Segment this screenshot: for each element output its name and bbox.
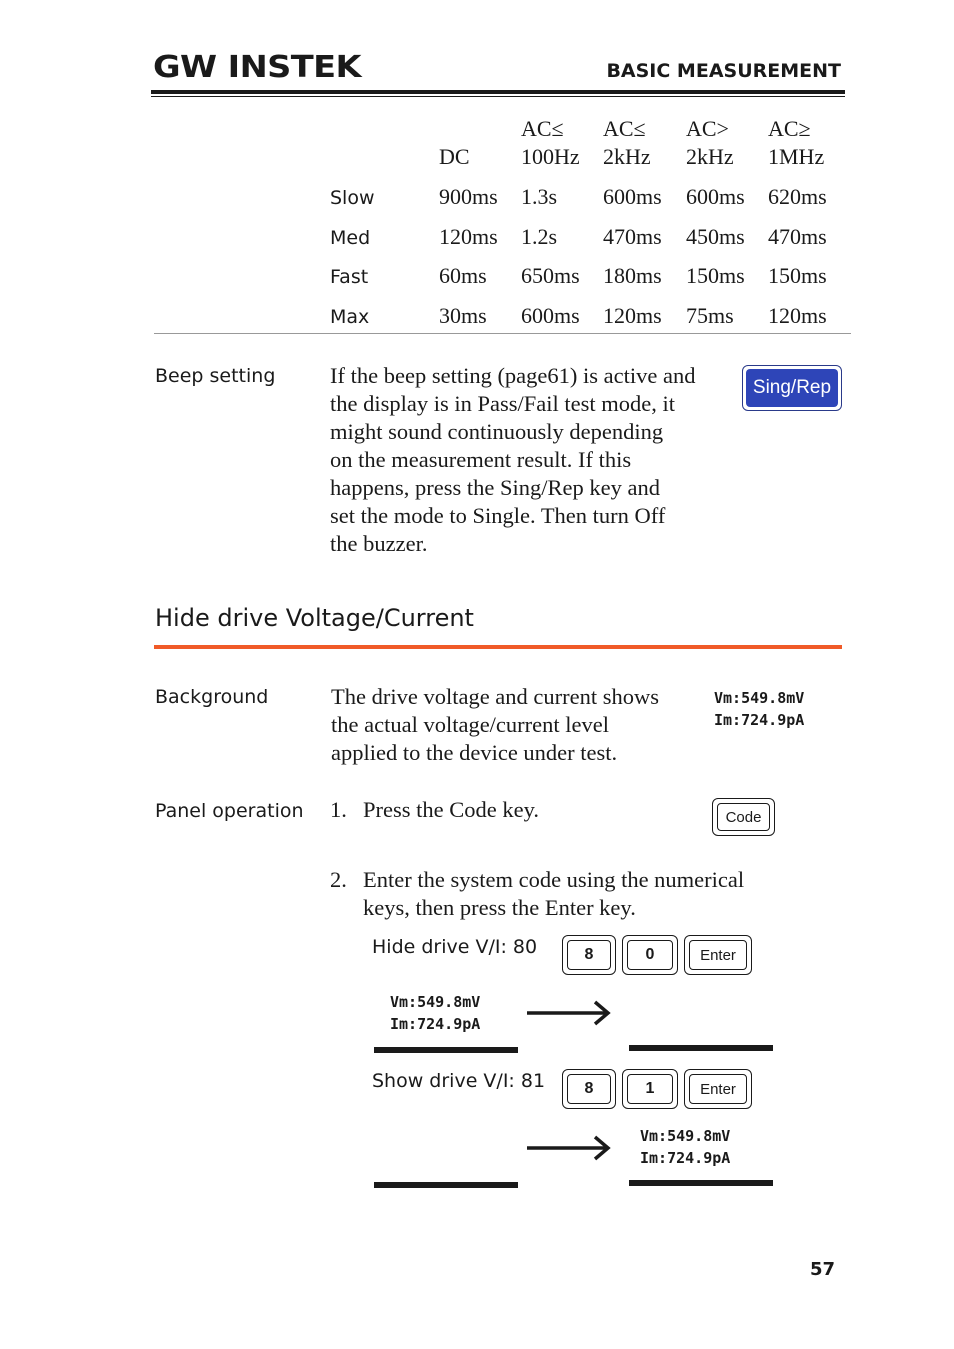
col-header-line1: AC>	[686, 116, 729, 141]
key-label: 8	[567, 1074, 611, 1104]
text-line: the buzzer.	[330, 531, 428, 556]
table-cell: 120ms	[439, 224, 498, 249]
table-cell: 120ms	[768, 303, 827, 328]
hide-drive-label: Hide drive V/I: 80	[372, 936, 538, 958]
text-line: The drive voltage and current shows	[331, 684, 660, 709]
key-label: 1	[627, 1074, 673, 1104]
col-header-line1: AC≤	[521, 116, 564, 141]
table-cell: 60ms	[439, 263, 487, 288]
display-im: Im:724.9pA	[714, 711, 805, 729]
key-label: 0	[627, 940, 673, 970]
table-cell: 600ms	[603, 184, 662, 209]
text-line: set the mode to Single. Then turn Off	[330, 503, 666, 528]
arrow-right-icon	[527, 1135, 611, 1161]
key-8	[562, 1069, 616, 1109]
table-cell: 1.3s	[521, 184, 558, 209]
header-rule	[151, 90, 845, 94]
step1-text: Press the Code key.	[363, 797, 540, 822]
header-rule-thin	[151, 96, 845, 97]
sing-rep-key	[742, 365, 842, 411]
row-label: Max	[330, 306, 370, 328]
display-before-hide	[390, 991, 480, 1035]
display-im: Im:724.9pA	[390, 1015, 481, 1033]
table-cell: 470ms	[603, 224, 662, 249]
key-8	[562, 935, 616, 975]
gw-instek-logo: GW INSTEK	[153, 50, 362, 85]
key-label: Enter	[689, 1074, 747, 1104]
display-readout	[714, 687, 804, 731]
key-1	[622, 1069, 678, 1109]
text-line: the display is in Pass/Fail test mode, it	[330, 391, 675, 416]
beep-setting-text	[330, 362, 740, 558]
table-cell: 150ms	[768, 263, 827, 288]
col-header-line2: DC	[439, 144, 470, 169]
display-bar	[374, 1047, 518, 1053]
table-bottom-rule	[154, 333, 851, 334]
row-label: Slow	[330, 187, 375, 209]
row-label: Fast	[330, 266, 369, 288]
table-cell: 1.2s	[521, 224, 558, 249]
key-label: 8	[567, 940, 611, 970]
section-title: Hide drive Voltage/Current	[155, 604, 474, 632]
enter-key	[684, 935, 752, 975]
display-vm: Vm:549.8mV	[640, 1127, 731, 1145]
table-cell: 600ms	[521, 303, 580, 328]
code-key	[712, 798, 775, 836]
table-cell: 120ms	[603, 303, 662, 328]
arrow-right-icon	[527, 1000, 611, 1026]
text-line: Enter the system code using the numerical	[363, 867, 745, 892]
text-line: If the beep setting (page61) is active and	[330, 363, 696, 388]
col-header-line2: 1MHz	[768, 144, 825, 169]
text-line: might sound continuously depending	[330, 419, 664, 444]
table-cell: 180ms	[603, 263, 662, 288]
show-drive-label: Show drive V/I: 81	[372, 1070, 546, 1092]
step2-number: 2.	[330, 867, 347, 892]
text-line: on the measurement result. If this	[330, 447, 632, 472]
display-bar	[374, 1182, 518, 1188]
step1-number: 1.	[330, 797, 347, 822]
text-line: keys, then press the Enter key.	[363, 895, 636, 920]
table-cell: 450ms	[686, 224, 745, 249]
key-0	[622, 935, 678, 975]
header-section-title: BASIC MEASUREMENT	[606, 60, 841, 82]
row-label: Med	[330, 227, 371, 249]
col-header-line2: 100Hz	[521, 144, 580, 169]
table-cell: 650ms	[521, 263, 580, 288]
col-header-line1: AC≥	[768, 116, 811, 141]
code-key-label: Code	[717, 803, 770, 831]
display-im: Im:724.9pA	[640, 1149, 731, 1167]
beep-setting-label: Beep setting	[155, 365, 276, 387]
col-header-line2: 2kHz	[603, 144, 651, 169]
table-cell: 470ms	[768, 224, 827, 249]
section-rule	[154, 645, 842, 649]
table-cell: 600ms	[686, 184, 745, 209]
step2-text	[363, 866, 803, 922]
text-line: applied to the device under test.	[331, 740, 618, 765]
background-text	[331, 683, 711, 767]
col-header-line2: 2kHz	[686, 144, 734, 169]
text-line: happens, press the Sing/Rep key and	[330, 475, 660, 500]
display-vm: Vm:549.8mV	[390, 993, 481, 1011]
page-number: 57	[810, 1259, 836, 1280]
sing-rep-key-label: Sing/Rep	[746, 369, 838, 407]
table-cell: 75ms	[686, 303, 734, 328]
key-label: Enter	[689, 940, 747, 970]
display-bar	[629, 1180, 773, 1186]
display-after-show	[640, 1125, 730, 1169]
table-cell: 900ms	[439, 184, 498, 209]
display-vm: Vm:549.8mV	[714, 689, 805, 707]
background-label: Background	[155, 686, 269, 708]
display-bar	[629, 1045, 773, 1051]
enter-key	[684, 1069, 752, 1109]
text-line: the actual voltage/current level	[331, 712, 609, 737]
col-header-line1: AC≤	[603, 116, 646, 141]
table-cell: 620ms	[768, 184, 827, 209]
panel-operation-label: Panel operation	[155, 800, 304, 822]
table-cell: 150ms	[686, 263, 745, 288]
table-cell: 30ms	[439, 303, 487, 328]
